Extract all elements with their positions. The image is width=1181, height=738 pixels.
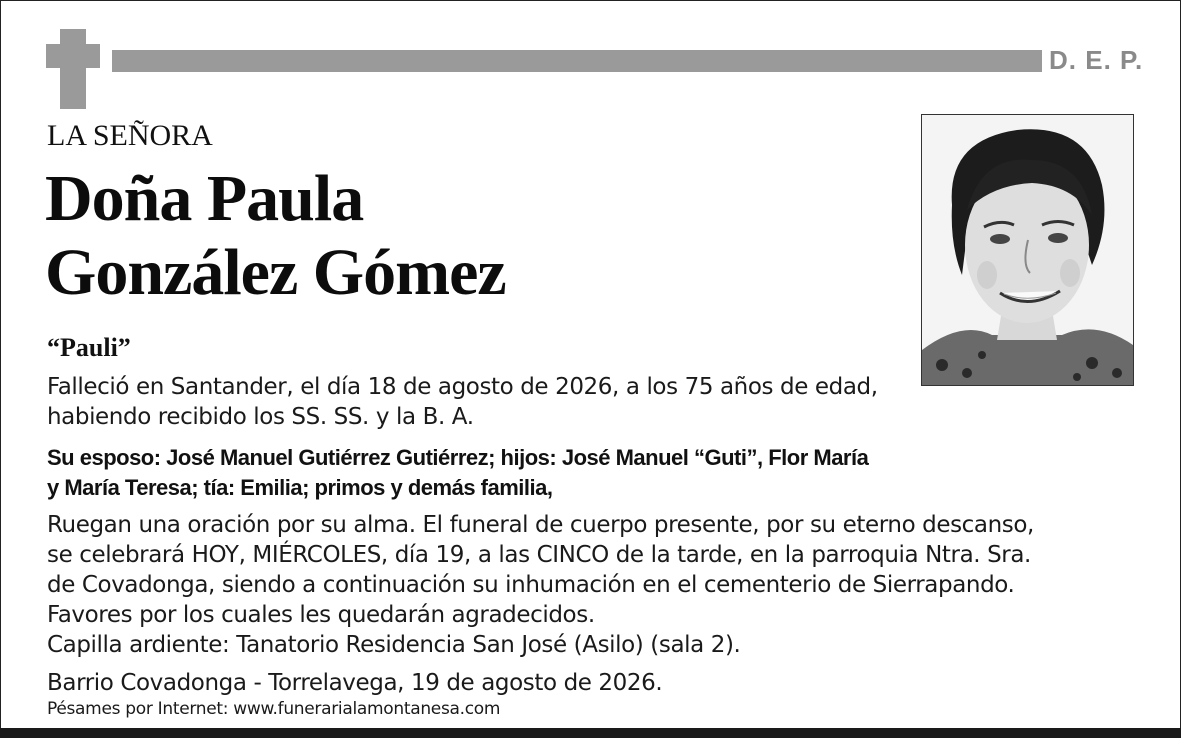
portrait-image — [922, 115, 1133, 385]
title-label: LA SEÑORA — [47, 119, 213, 152]
deceased-name — [45, 162, 506, 310]
family-line-1: Su esposo: José Manuel Gutiérrez Gutiérrez; hijos: José Manuel “Guti”, Flor María — [47, 445, 869, 470]
cross-icon — [60, 29, 86, 109]
nickname: “Pauli” — [47, 333, 131, 362]
family-list — [47, 443, 868, 503]
family-line-2: y María Teresa; tía: Emilia; primos y demás familia, — [47, 475, 553, 500]
funeral-line-4: Favores por los cuales les quedarán agradecidos. — [47, 602, 595, 628]
place-date — [47, 668, 662, 698]
name-line-2: González Gómez — [45, 236, 506, 309]
funeral-line-1: Ruegan una oración por su alma. El funeral de cuerpo presente, por su eterno descanso, — [47, 512, 1034, 538]
header-rule — [112, 50, 1042, 72]
death-notice-line-2: habiendo recibido los SS. SS. y la B. A. — [47, 404, 474, 430]
funeral-line-2: se celebrará HOY, MIÉRCOLES, día 19, a las CINCO de la tarde, en la parroquia Ntra. Sra. — [47, 542, 1031, 568]
funeral-line-3: de Covadonga, siendo a continuación su inhumación en el cementerio de Sierrapando. — [47, 572, 1015, 598]
death-notice-line-1: Falleció en Santander, el día 18 de agosto de 2026, a los 75 años de edad, — [47, 374, 878, 400]
funeral-line-5: Capilla ardiente: Tanatorio Residencia San José (Asilo) (sala 2). — [47, 632, 741, 658]
death-notice — [47, 372, 878, 432]
portrait-photo — [921, 114, 1134, 386]
internet-condolences: Pésames por Internet: www.funerarialamontanesa.com — [47, 699, 501, 719]
cross-icon-arm — [46, 44, 100, 68]
bottom-border — [0, 728, 1181, 738]
dep-label: D. E. P. — [1049, 45, 1144, 75]
place-date-line: Barrio Covadonga - Torrelavega, 19 de agosto de 2026. — [47, 670, 663, 696]
funeral-details — [47, 510, 1034, 660]
name-line-1: Doña Paula — [45, 162, 364, 235]
